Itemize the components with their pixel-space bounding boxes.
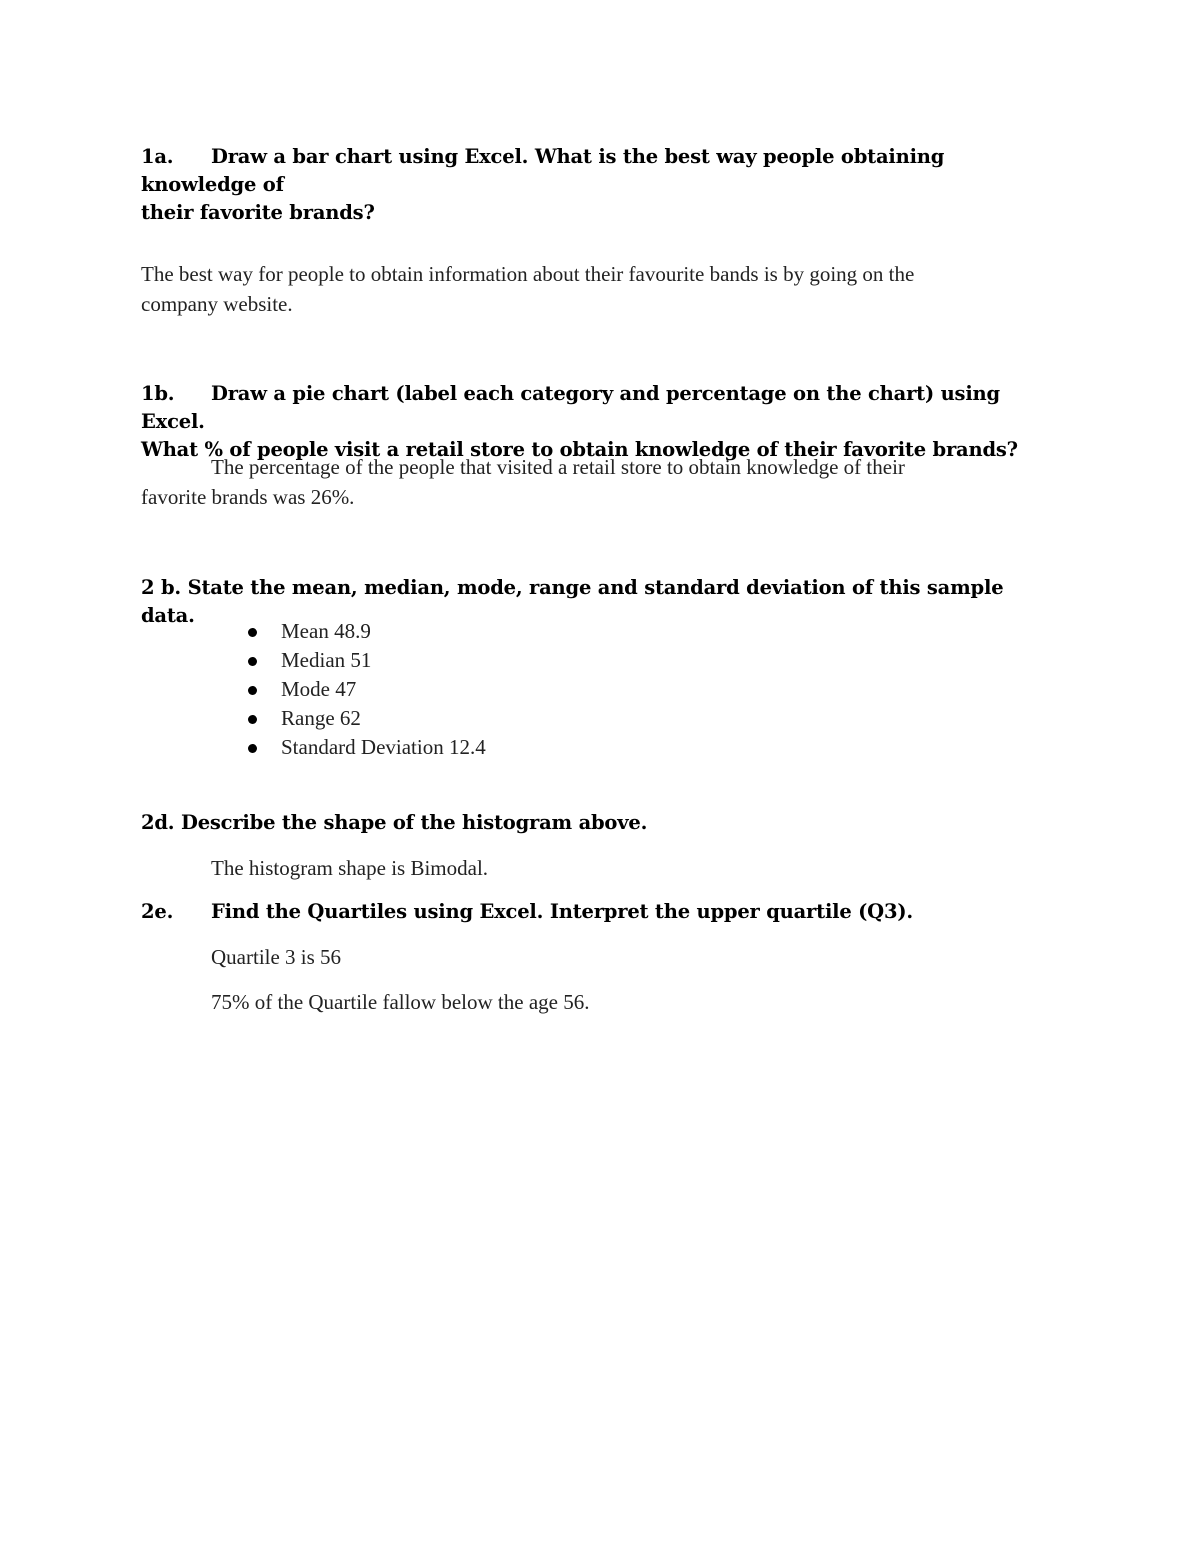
question-2e-number: 2e. xyxy=(141,900,174,923)
question-1a-line-1 xyxy=(141,143,1041,199)
question-1a-line-2: their favorite brands? xyxy=(141,201,375,224)
bullet-icon xyxy=(248,657,257,666)
answer-2e-q3 xyxy=(211,942,1011,972)
question-1a-text: Draw a bar chart using Excel. What is the best way people obtaining knowledge of xyxy=(141,145,945,196)
list-item xyxy=(240,646,486,675)
question-1b-line-1 xyxy=(141,380,1041,436)
bullet-icon xyxy=(248,686,257,695)
answer-1b-line-2: favorite brands was 26%. xyxy=(141,485,355,509)
question-2e xyxy=(141,898,1041,926)
answer-2e-line-1: Quartile 3 is 56 xyxy=(211,945,342,969)
stat-mode: Mode 47 xyxy=(281,677,357,701)
stats-list xyxy=(240,617,486,762)
stat-mean: Mean 48.9 xyxy=(281,619,371,643)
bullet-icon xyxy=(248,744,257,753)
question-2b-text: 2 b. State the mean, median, mode, range and standard deviation of this sample data. xyxy=(141,576,1004,627)
question-1b-text: Draw a pie chart (label each category and percentage on the chart) using Excel. xyxy=(141,382,1000,433)
answer-2e-interpretation xyxy=(211,987,1011,1017)
question-2d-text: 2d. Describe the shape of the histogram above. xyxy=(141,811,648,834)
question-2e-text: Find the Quartiles using Excel. Interpret the upper quartile (Q3). xyxy=(211,900,913,923)
stat-median: Median 51 xyxy=(281,648,372,672)
list-item xyxy=(240,675,486,704)
answer-1b-line-1: The percentage of the people that visited a retail store to obtain knowledge of their xyxy=(211,455,905,479)
answer-1a xyxy=(141,259,1061,319)
answer-1a-line-1: The best way for people to obtain information about their favourite bands is by going on the xyxy=(141,262,915,286)
list-item xyxy=(240,733,486,762)
bullet-icon xyxy=(248,715,257,724)
bullet-icon xyxy=(248,628,257,637)
question-1a xyxy=(141,143,1041,227)
question-2d xyxy=(141,809,1041,837)
stat-standard-deviation: Standard Deviation 12.4 xyxy=(281,735,486,759)
answer-2d xyxy=(211,853,1011,883)
stat-range: Range 62 xyxy=(281,706,361,730)
answer-2d-text: The histogram shape is Bimodal. xyxy=(211,856,489,880)
question-1b-line-2: What % of people visit a retail store to obtain knowledge of their favorite brands? xyxy=(141,438,1018,461)
list-item xyxy=(240,617,486,646)
question-1a-number: 1a. xyxy=(141,145,174,168)
list-item xyxy=(240,704,486,733)
answer-1a-line-2: company website. xyxy=(141,292,293,316)
question-1b-number: 1b. xyxy=(141,382,175,405)
answer-1b xyxy=(141,452,1061,512)
question-2e-line xyxy=(141,898,1041,926)
answer-2e-line-2: 75% of the Quartile fallow below the age 56. xyxy=(211,990,590,1014)
